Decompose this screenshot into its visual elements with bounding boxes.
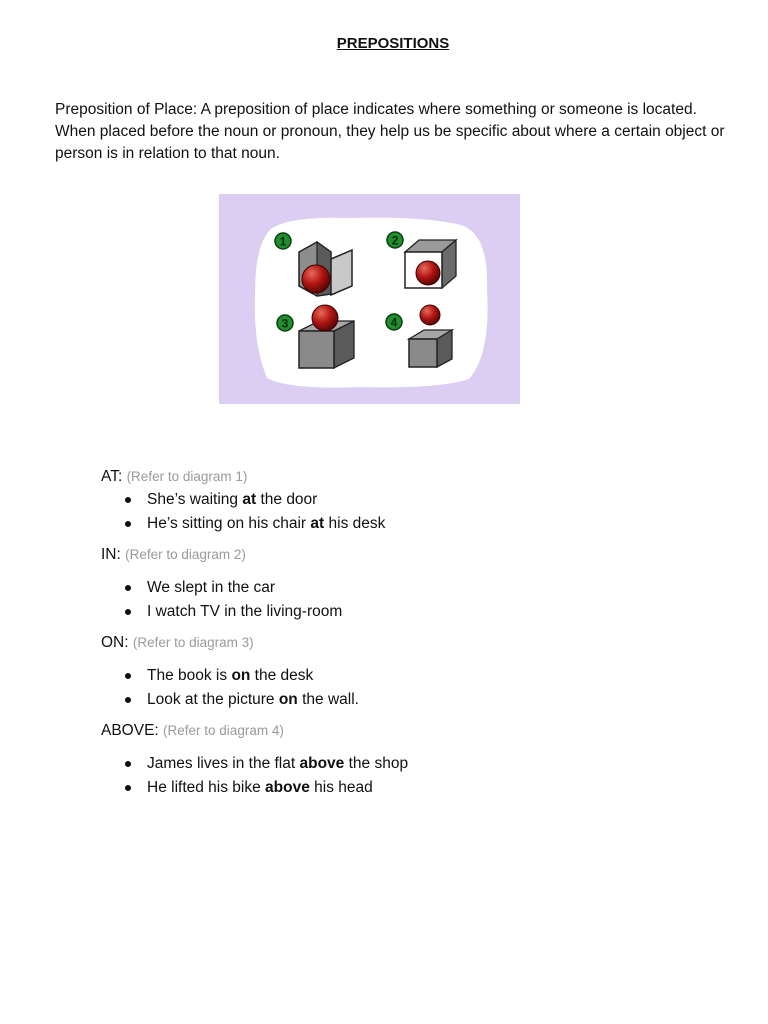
bullet-icon <box>125 761 131 767</box>
list-item: I watch TV in the living-room <box>101 600 661 624</box>
badge-1-label: 1 <box>279 234 287 249</box>
section-heading <box>101 544 661 566</box>
bullet-icon <box>125 497 131 503</box>
badge-2 <box>387 232 403 248</box>
example-list <box>101 664 661 712</box>
list-item: James lives in the flat above the shop <box>101 752 661 776</box>
list-item: She’s waiting at the door <box>101 488 661 512</box>
list-item: He’s sitting on his chair at his desk <box>101 512 661 536</box>
list-item: We slept in the car <box>101 576 661 600</box>
diagram-svg <box>219 194 520 404</box>
list-item: He lifted his bike above his head <box>101 776 661 800</box>
prepositions-diagram <box>219 194 520 404</box>
section-label: IN: <box>101 546 121 563</box>
page-title: PREPOSITIONS <box>336 35 450 52</box>
diagram-reference: (Refer to diagram 3) <box>132 635 254 650</box>
diagram-reference: (Refer to diagram 1) <box>126 469 248 484</box>
bullet-icon <box>125 609 131 615</box>
badge-4 <box>386 314 402 330</box>
bullet-icon <box>125 521 131 527</box>
list-item: The book is on the desk <box>101 664 661 688</box>
section-heading <box>101 632 661 654</box>
badge-3-label: 3 <box>281 316 289 331</box>
bullet-icon <box>125 697 131 703</box>
diagram-reference: (Refer to diagram 4) <box>163 723 284 738</box>
badge-4-label: 4 <box>390 315 398 330</box>
badge-2-label: 2 <box>391 233 399 248</box>
list-item: Look at the picture on the wall. <box>101 688 661 712</box>
section-heading <box>101 466 661 488</box>
section-label: ABOVE: <box>101 722 159 739</box>
badge-3 <box>277 315 293 331</box>
badge-1 <box>275 233 291 249</box>
section-above <box>101 720 661 800</box>
example-list <box>101 752 661 800</box>
example-list <box>101 488 661 536</box>
bullet-icon <box>125 673 131 679</box>
diagram-2-in <box>405 240 456 288</box>
bullet-icon <box>125 585 131 591</box>
bullet-icon <box>125 785 131 791</box>
intro-paragraph: Preposition of Place: A preposition of place indicates where something or someone is located. When placed before the noun or pronoun, they help us be specific about where a certain object or person is in relation to that noun. <box>55 101 725 162</box>
example-list <box>101 576 661 624</box>
section-label: ON: <box>101 634 129 651</box>
section-heading <box>101 720 661 742</box>
section-label: AT: <box>101 468 123 485</box>
section-in <box>101 544 661 624</box>
section-at <box>101 466 661 536</box>
diagram-reference: (Refer to diagram 2) <box>125 547 246 562</box>
section-on <box>101 632 661 712</box>
